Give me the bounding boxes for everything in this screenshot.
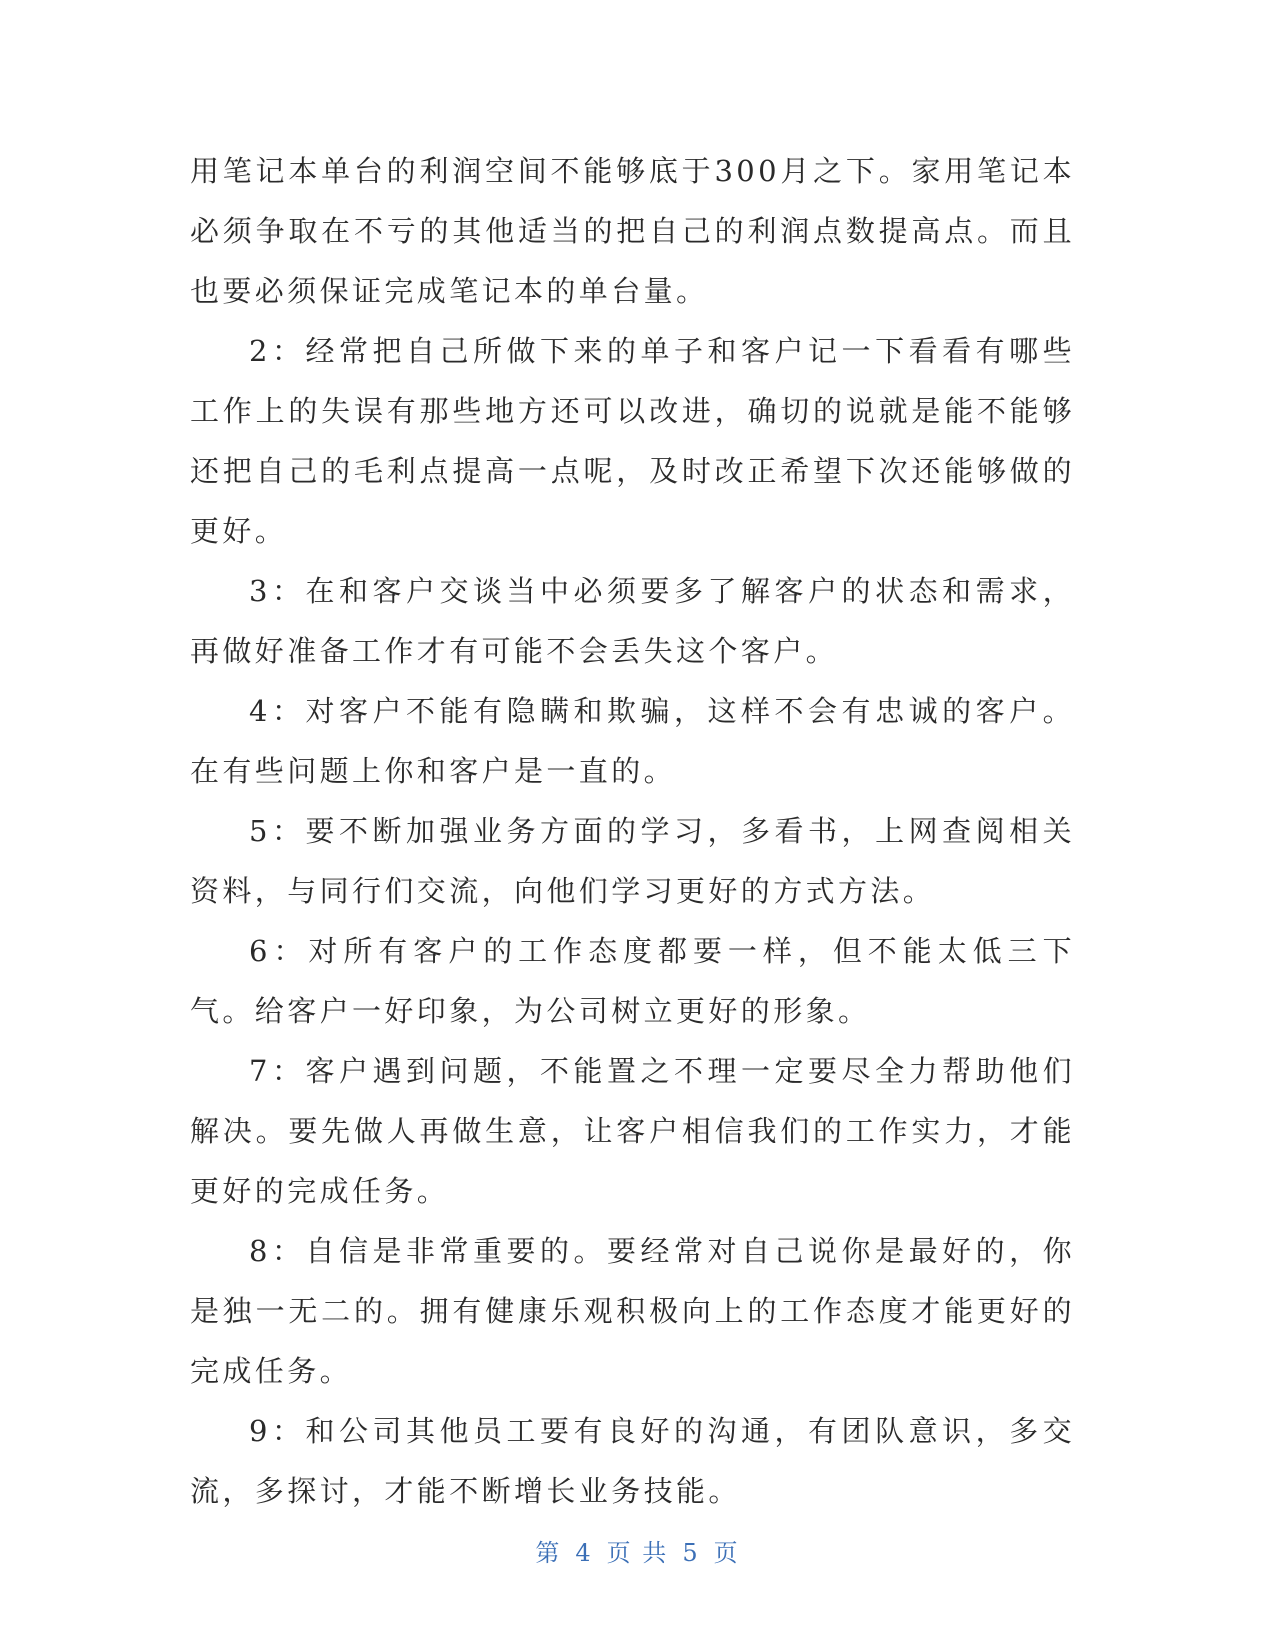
paragraph-item-5: 5：要不断加强业务方面的学习，多看书，上网查阅相关资料，与同行们交流，向他们学习更好的方式方法。 xyxy=(190,814,1075,908)
paragraph-item-3: 3：在和客户交谈当中必须要多了解客户的状态和需求，再做好准备工作才有可能不会丢失这个客户。 xyxy=(190,574,1075,668)
paragraph-item-7: 7：客户遇到问题，不能置之不理一定要尽全力帮助他们解决。要先做人再做生意，让客户相信我们的工作实力，才能更好的完成任务。 xyxy=(190,1054,1075,1208)
paragraph-item-4: 4：对客户不能有隐瞒和欺骗，这样不会有忠诚的客户。在有些问题上你和客户是一直的。 xyxy=(190,694,1075,788)
footer-middle: 页 共 xyxy=(606,1539,669,1567)
paragraph-item-6: 6：对所有客户的工作态度都要一样，但不能太低三下气。给客户一好印象，为公司树立更好的形象。 xyxy=(190,934,1075,1028)
footer-prefix: 第 xyxy=(535,1539,562,1567)
paragraph-continuation: 用笔记本单台的利润空间不能够底于300月之下。家用笔记本必须争取在不亏的其他适当的把自己的利润点数提高点。而且也要必须保证完成笔记本的单台量。 xyxy=(190,154,1075,308)
paragraph-item-9: 9：和公司其他员工要有良好的沟通，有团队意识，多交流，多探讨，才能不断增长业务技能。 xyxy=(190,1414,1075,1508)
paragraph-item-8: 8：自信是非常重要的。要经常对自己说你是最好的，你是独一无二的。拥有健康乐观积极向上的工作态度才能更好的完成任务。 xyxy=(190,1234,1075,1388)
page-footer xyxy=(0,1533,1275,1568)
footer-suffix: 页 xyxy=(713,1539,740,1567)
footer-total-pages: 5 xyxy=(682,1539,700,1567)
document-body xyxy=(190,141,1075,1521)
paragraph-item-2: 2：经常把自己所做下来的单子和客户记一下看看有哪些工作上的失误有那些地方还可以改进，确切的说就是能不能够还把自己的毛利点提高一点呢，及时改正希望下次还能够做的更好。 xyxy=(190,334,1075,548)
footer-current-page: 4 xyxy=(575,1539,593,1567)
